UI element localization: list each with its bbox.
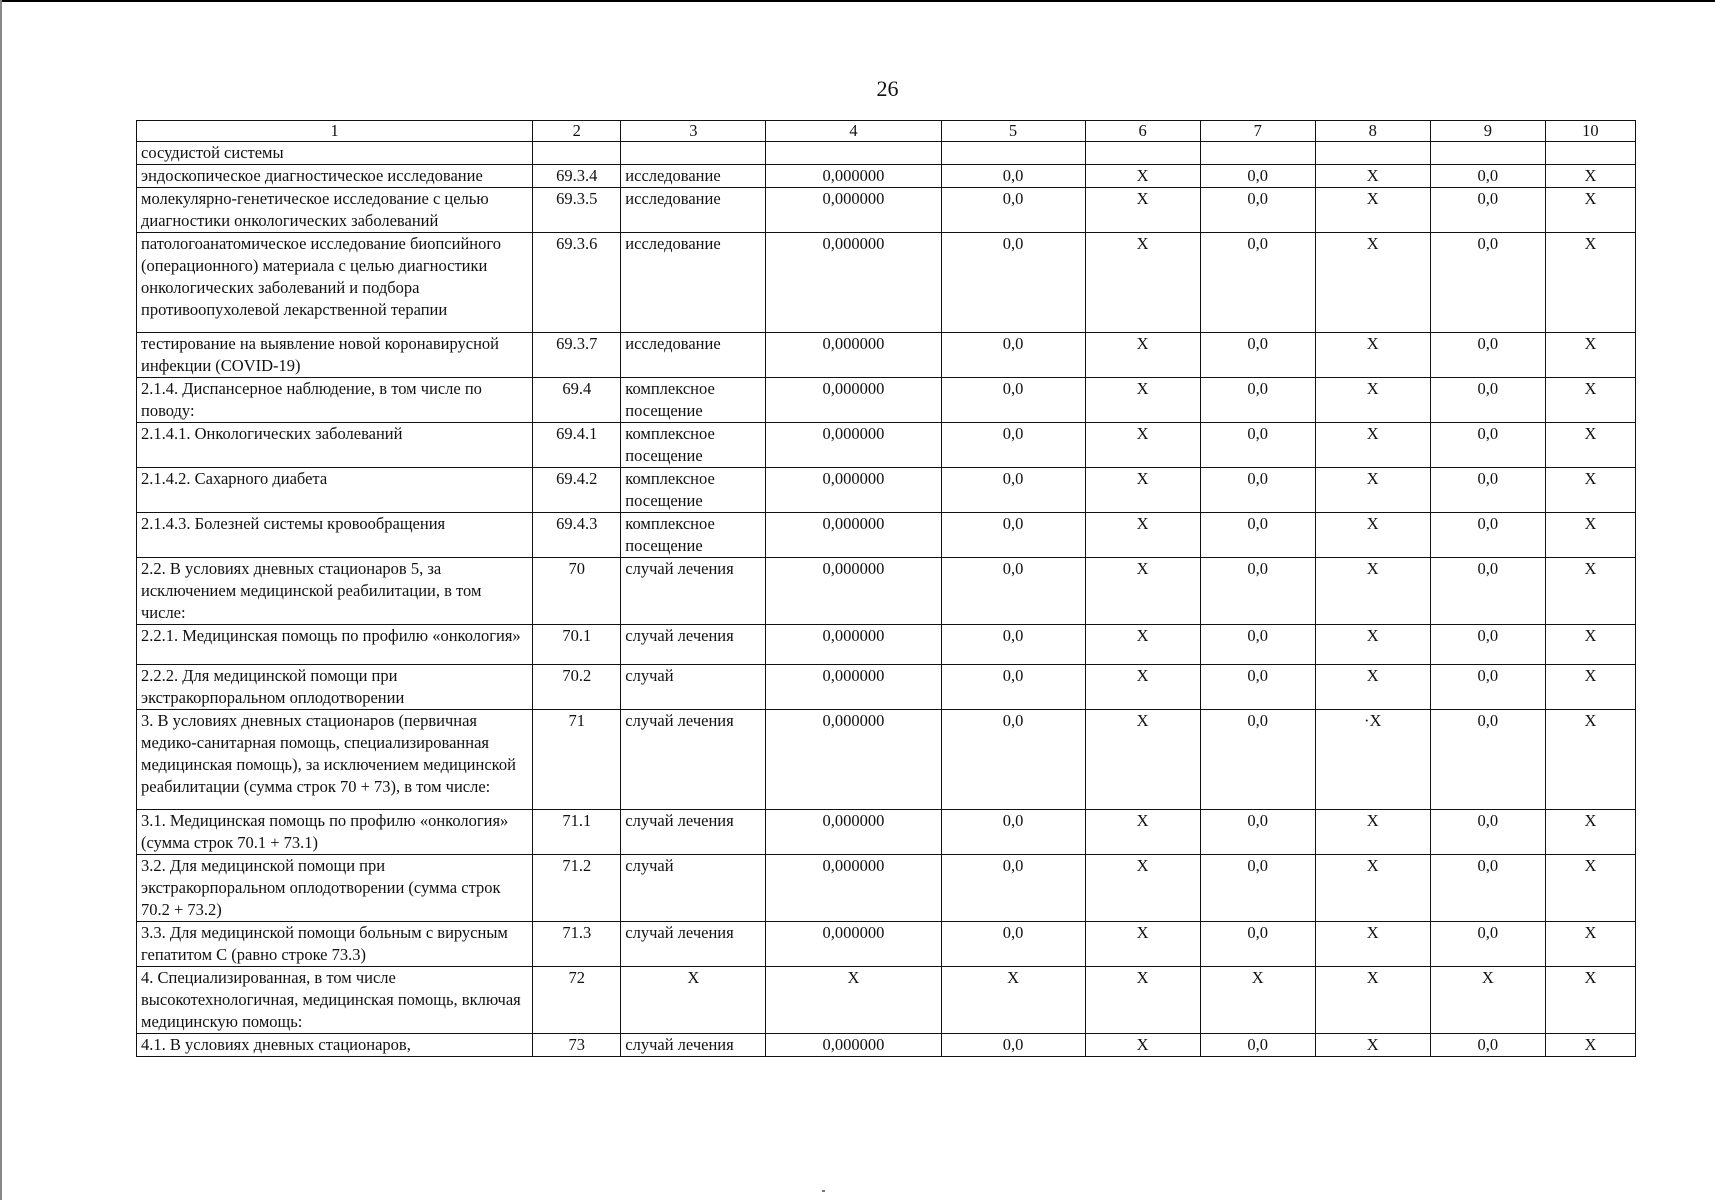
table-cell-col2: 69.3.7	[533, 333, 621, 378]
table-cell-col4: 0,000000	[766, 558, 941, 625]
table-cell-col5: 0,0	[941, 558, 1085, 625]
column-header: 5	[941, 121, 1085, 142]
table-row	[137, 378, 1636, 423]
table-cell-col7: 0,0	[1200, 513, 1315, 558]
table-cell-col6: X	[1085, 233, 1200, 333]
table-cell-col3: случай	[621, 665, 766, 710]
table-cell-col9	[1430, 142, 1545, 165]
table-cell-col4: 0,000000	[766, 188, 941, 233]
table-cell-col8: X	[1315, 558, 1430, 625]
table-cell-col5: 0,0	[941, 665, 1085, 710]
table-cell-col10: X	[1545, 513, 1635, 558]
table-cell-col8: X	[1315, 967, 1430, 1034]
table-cell-col6: X	[1085, 922, 1200, 967]
table-row	[137, 967, 1636, 1034]
scan-speck	[822, 1190, 825, 1192]
table-cell-col3: случай лечения	[621, 810, 766, 855]
table-cell-col5: 0,0	[941, 378, 1085, 423]
table-cell-col6: X	[1085, 513, 1200, 558]
table-cell-col8: X	[1315, 165, 1430, 188]
table-cell-col3: исследование	[621, 165, 766, 188]
table-cell-col9: 0,0	[1430, 423, 1545, 468]
table-cell-col5: 0,0	[941, 1034, 1085, 1057]
table-row	[137, 468, 1636, 513]
table-cell-col4: 0,000000	[766, 625, 941, 665]
table-cell-col3: комплексное посещение	[621, 513, 766, 558]
table-cell-col2: 69.4.1	[533, 423, 621, 468]
table-cell-col6: X	[1085, 625, 1200, 665]
table-cell-col4	[766, 142, 941, 165]
table-cell-col2: 69.3.4	[533, 165, 621, 188]
table-cell-col6: X	[1085, 165, 1200, 188]
table-cell-col4: 0,000000	[766, 922, 941, 967]
table-cell-col2: 70	[533, 558, 621, 625]
table-cell-col5: 0,0	[941, 468, 1085, 513]
table-cell-col6: X	[1085, 423, 1200, 468]
table-cell-col7: X	[1200, 967, 1315, 1034]
table-cell-col7: 0,0	[1200, 665, 1315, 710]
table-cell-col5: 0,0	[941, 233, 1085, 333]
table-cell-col8	[1315, 142, 1430, 165]
table-cell-col2: 71.1	[533, 810, 621, 855]
table-row	[137, 188, 1636, 233]
table-cell-col10: X	[1545, 710, 1635, 810]
table-cell-col10: X	[1545, 922, 1635, 967]
table-cell-col8: X	[1315, 423, 1430, 468]
table-cell-col3: комплексное посещение	[621, 378, 766, 423]
table-cell-col2: 69.3.5	[533, 188, 621, 233]
table-cell-col5: 0,0	[941, 333, 1085, 378]
table-cell-col1: 2.2.2. Для медицинской помощи при экстракорпоральном оплодотворении	[137, 665, 533, 710]
table-cell-col7: 0,0	[1200, 855, 1315, 922]
table-cell-col1: 3.1. Медицинская помощь по профилю «онкология» (сумма строк 70.1 + 73.1)	[137, 810, 533, 855]
table-cell-col3: X	[621, 967, 766, 1034]
table-cell-col8: ·X	[1315, 710, 1430, 810]
table-cell-col10: X	[1545, 558, 1635, 625]
table-cell-col1: 3.2. Для медицинской помощи при экстракорпоральном оплодотворении (сумма строк 70.2 + 73.2)	[137, 855, 533, 922]
table-cell-col2: 73	[533, 1034, 621, 1057]
table-row	[137, 233, 1636, 333]
table-cell-col8: X	[1315, 810, 1430, 855]
table-cell-col8: X	[1315, 468, 1430, 513]
table-cell-col6: X	[1085, 1034, 1200, 1057]
table-cell-col10: X	[1545, 665, 1635, 710]
table-row	[137, 423, 1636, 468]
table-cell-col3	[621, 142, 766, 165]
table-cell-col8: X	[1315, 378, 1430, 423]
table-cell-col8: X	[1315, 665, 1430, 710]
table-cell-col1: 2.2. В условиях дневных стационаров 5, за исключением медицинской реабилитации, в том числе:	[137, 558, 533, 625]
table-row	[137, 142, 1636, 165]
table-row	[137, 665, 1636, 710]
table-cell-col8: X	[1315, 922, 1430, 967]
page-number: 26	[876, 76, 899, 101]
table-cell-col6: X	[1085, 188, 1200, 233]
table-cell-col3: исследование	[621, 333, 766, 378]
table-cell-col4: 0,000000	[766, 233, 941, 333]
table-cell-col9: 0,0	[1430, 378, 1545, 423]
table-cell-col2: 69.3.6	[533, 233, 621, 333]
table-cell-col3: исследование	[621, 188, 766, 233]
table-cell-col7: 0,0	[1200, 233, 1315, 333]
page-left-edge	[0, 0, 2, 1200]
table-cell-col4: 0,000000	[766, 513, 941, 558]
table-cell-col5: 0,0	[941, 513, 1085, 558]
table-cell-col1: 2.1.4.1. Онкологических заболеваний	[137, 423, 533, 468]
table-cell-col10: X	[1545, 233, 1635, 333]
table-cell-col9: 0,0	[1430, 558, 1545, 625]
table-cell-col1: 3. В условиях дневных стационаров (первичная медико-санитарная помощь, специализированная медицинская помощь), за исключением медицинской реабилитации (сумма строк 70 + 73), в том числе:	[137, 710, 533, 810]
table-cell-col3: случай лечения	[621, 558, 766, 625]
table-cell-col5: 0,0	[941, 165, 1085, 188]
table-cell-col9: 0,0	[1430, 233, 1545, 333]
table-cell-col2: 69.4.3	[533, 513, 621, 558]
table-cell-col1: патологоанатомическое исследование биопсийного (операционного) материала с целью диагностики онкологических заболеваний и подбора противоопухолевой лекарственной терапии	[137, 233, 533, 333]
table-cell-col8: X	[1315, 625, 1430, 665]
table-cell-col10: X	[1545, 810, 1635, 855]
table-cell-col8: X	[1315, 1034, 1430, 1057]
table-cell-col7: 0,0	[1200, 558, 1315, 625]
column-header: 10	[1545, 121, 1635, 142]
table-cell-col3: комплексное посещение	[621, 468, 766, 513]
table-cell-col9: 0,0	[1430, 625, 1545, 665]
page-top-edge	[0, 0, 1715, 2]
table-cell-col1: эндоскопическое диагностическое исследование	[137, 165, 533, 188]
table-cell-col8: X	[1315, 513, 1430, 558]
table-cell-col4: 0,000000	[766, 855, 941, 922]
table-cell-col5: X	[941, 967, 1085, 1034]
table-cell-col1: 2.1.4.3. Болезней системы кровообращения	[137, 513, 533, 558]
table-cell-col10: X	[1545, 967, 1635, 1034]
data-table	[136, 120, 1636, 1057]
table-cell-col6: X	[1085, 378, 1200, 423]
table-cell-col8: X	[1315, 333, 1430, 378]
table-cell-col4: 0,000000	[766, 378, 941, 423]
table-cell-col5: 0,0	[941, 625, 1085, 665]
column-header: 1	[137, 121, 533, 142]
table-cell-col7: 0,0	[1200, 625, 1315, 665]
table-cell-col6	[1085, 142, 1200, 165]
table-row	[137, 810, 1636, 855]
table-cell-col7: 0,0	[1200, 710, 1315, 810]
table-cell-col7: 0,0	[1200, 468, 1315, 513]
table-cell-col1: тестирование на выявление новой коронавирусной инфекции (COVID-19)	[137, 333, 533, 378]
table-cell-col7: 0,0	[1200, 810, 1315, 855]
table-cell-col4: X	[766, 967, 941, 1034]
table-cell-col5: 0,0	[941, 710, 1085, 810]
table-cell-col10: X	[1545, 468, 1635, 513]
table-cell-col8: X	[1315, 855, 1430, 922]
table-cell-col7: 0,0	[1200, 165, 1315, 188]
table-cell-col6: X	[1085, 468, 1200, 513]
table-cell-col5: 0,0	[941, 188, 1085, 233]
table-row	[137, 625, 1636, 665]
table-cell-col7	[1200, 142, 1315, 165]
table-cell-col2: 69.4	[533, 378, 621, 423]
table-cell-col7: 0,0	[1200, 333, 1315, 378]
table-cell-col2	[533, 142, 621, 165]
table-cell-col2: 70.2	[533, 665, 621, 710]
table-cell-col4: 0,000000	[766, 468, 941, 513]
table-cell-col4: 0,000000	[766, 1034, 941, 1057]
table-cell-col9: 0,0	[1430, 855, 1545, 922]
table-cell-col3: случай	[621, 855, 766, 922]
table-row	[137, 513, 1636, 558]
table-cell-col8: X	[1315, 233, 1430, 333]
table-cell-col5: 0,0	[941, 922, 1085, 967]
table-cell-col7: 0,0	[1200, 188, 1315, 233]
table-cell-col10: X	[1545, 378, 1635, 423]
table-cell-col6: X	[1085, 710, 1200, 810]
table-cell-col4: 0,000000	[766, 165, 941, 188]
table-row	[137, 165, 1636, 188]
table-cell-col9: 0,0	[1430, 665, 1545, 710]
table-cell-col3: комплексное посещение	[621, 423, 766, 468]
table-cell-col10: X	[1545, 1034, 1635, 1057]
table-cell-col2: 69.4.2	[533, 468, 621, 513]
table-row	[137, 710, 1636, 810]
table-cell-col9: 0,0	[1430, 333, 1545, 378]
table-cell-col9: 0,0	[1430, 188, 1545, 233]
table-header-row	[137, 121, 1636, 142]
table-row	[137, 855, 1636, 922]
table-cell-col3: случай лечения	[621, 922, 766, 967]
table-cell-col1: молекулярно-генетическое исследование с целью диагностики онкологических заболеваний	[137, 188, 533, 233]
table-row	[137, 922, 1636, 967]
column-header: 7	[1200, 121, 1315, 142]
table-cell-col6: X	[1085, 333, 1200, 378]
column-header: 3	[621, 121, 766, 142]
table-cell-col3: случай лечения	[621, 625, 766, 665]
table-cell-col2: 71.2	[533, 855, 621, 922]
column-header: 8	[1315, 121, 1430, 142]
table-cell-col7: 0,0	[1200, 1034, 1315, 1057]
table-cell-col2: 70.1	[533, 625, 621, 665]
table-cell-col2: 71	[533, 710, 621, 810]
table-cell-col1: 2.1.4. Диспансерное наблюдение, в том числе по поводу:	[137, 378, 533, 423]
table-cell-col3: случай лечения	[621, 1034, 766, 1057]
table-cell-col9: 0,0	[1430, 1034, 1545, 1057]
table-cell-col10: X	[1545, 165, 1635, 188]
table-cell-col10: X	[1545, 188, 1635, 233]
table-cell-col9: X	[1430, 967, 1545, 1034]
table-cell-col7: 0,0	[1200, 378, 1315, 423]
table-cell-col9: 0,0	[1430, 468, 1545, 513]
table-cell-col1: 3.3. Для медицинской помощи больным с вирусным гепатитом С (равно строке 73.3)	[137, 922, 533, 967]
table-cell-col6: X	[1085, 810, 1200, 855]
table-cell-col6: X	[1085, 967, 1200, 1034]
column-header: 6	[1085, 121, 1200, 142]
table-cell-col6: X	[1085, 558, 1200, 625]
table-cell-col9: 0,0	[1430, 513, 1545, 558]
table-cell-col7: 0,0	[1200, 423, 1315, 468]
table-cell-col10: X	[1545, 423, 1635, 468]
table-cell-col4: 0,000000	[766, 423, 941, 468]
table-cell-col10: X	[1545, 625, 1635, 665]
column-header: 4	[766, 121, 941, 142]
table-cell-col2: 72	[533, 967, 621, 1034]
table-cell-col8: X	[1315, 188, 1430, 233]
table-cell-col3: случай лечения	[621, 710, 766, 810]
table-cell-col2: 71.3	[533, 922, 621, 967]
table-cell-col5: 0,0	[941, 423, 1085, 468]
table-cell-col3: исследование	[621, 233, 766, 333]
table-cell-col10	[1545, 142, 1635, 165]
table-cell-col9: 0,0	[1430, 165, 1545, 188]
table-cell-col1: 2.2.1. Медицинская помощь по профилю «онкология»	[137, 625, 533, 665]
table-row	[137, 1034, 1636, 1057]
table-cell-col7: 0,0	[1200, 922, 1315, 967]
table-cell-col5: 0,0	[941, 855, 1085, 922]
table-cell-col9: 0,0	[1430, 922, 1545, 967]
table-cell-col10: X	[1545, 855, 1635, 922]
table-cell-col1: 2.1.4.2. Сахарного диабета	[137, 468, 533, 513]
table-cell-col5	[941, 142, 1085, 165]
table-cell-col10: X	[1545, 333, 1635, 378]
table-cell-col6: X	[1085, 855, 1200, 922]
table-cell-col4: 0,000000	[766, 710, 941, 810]
table-cell-col1: 4. Специализированная, в том числе высокотехнологичная, медицинская помощь, включая медицинскую помощь:	[137, 967, 533, 1034]
table-cell-col4: 0,000000	[766, 333, 941, 378]
table-cell-col6: X	[1085, 665, 1200, 710]
column-header: 2	[533, 121, 621, 142]
table-cell-col1: сосудистой системы	[137, 142, 533, 165]
table-cell-col9: 0,0	[1430, 810, 1545, 855]
table-cell-col9: 0,0	[1430, 710, 1545, 810]
table-cell-col5: 0,0	[941, 810, 1085, 855]
table-cell-col4: 0,000000	[766, 810, 941, 855]
column-header: 9	[1430, 121, 1545, 142]
table-row	[137, 558, 1636, 625]
table-row	[137, 333, 1636, 378]
table-cell-col4: 0,000000	[766, 665, 941, 710]
table-cell-col1: 4.1. В условиях дневных стационаров,	[137, 1034, 533, 1057]
